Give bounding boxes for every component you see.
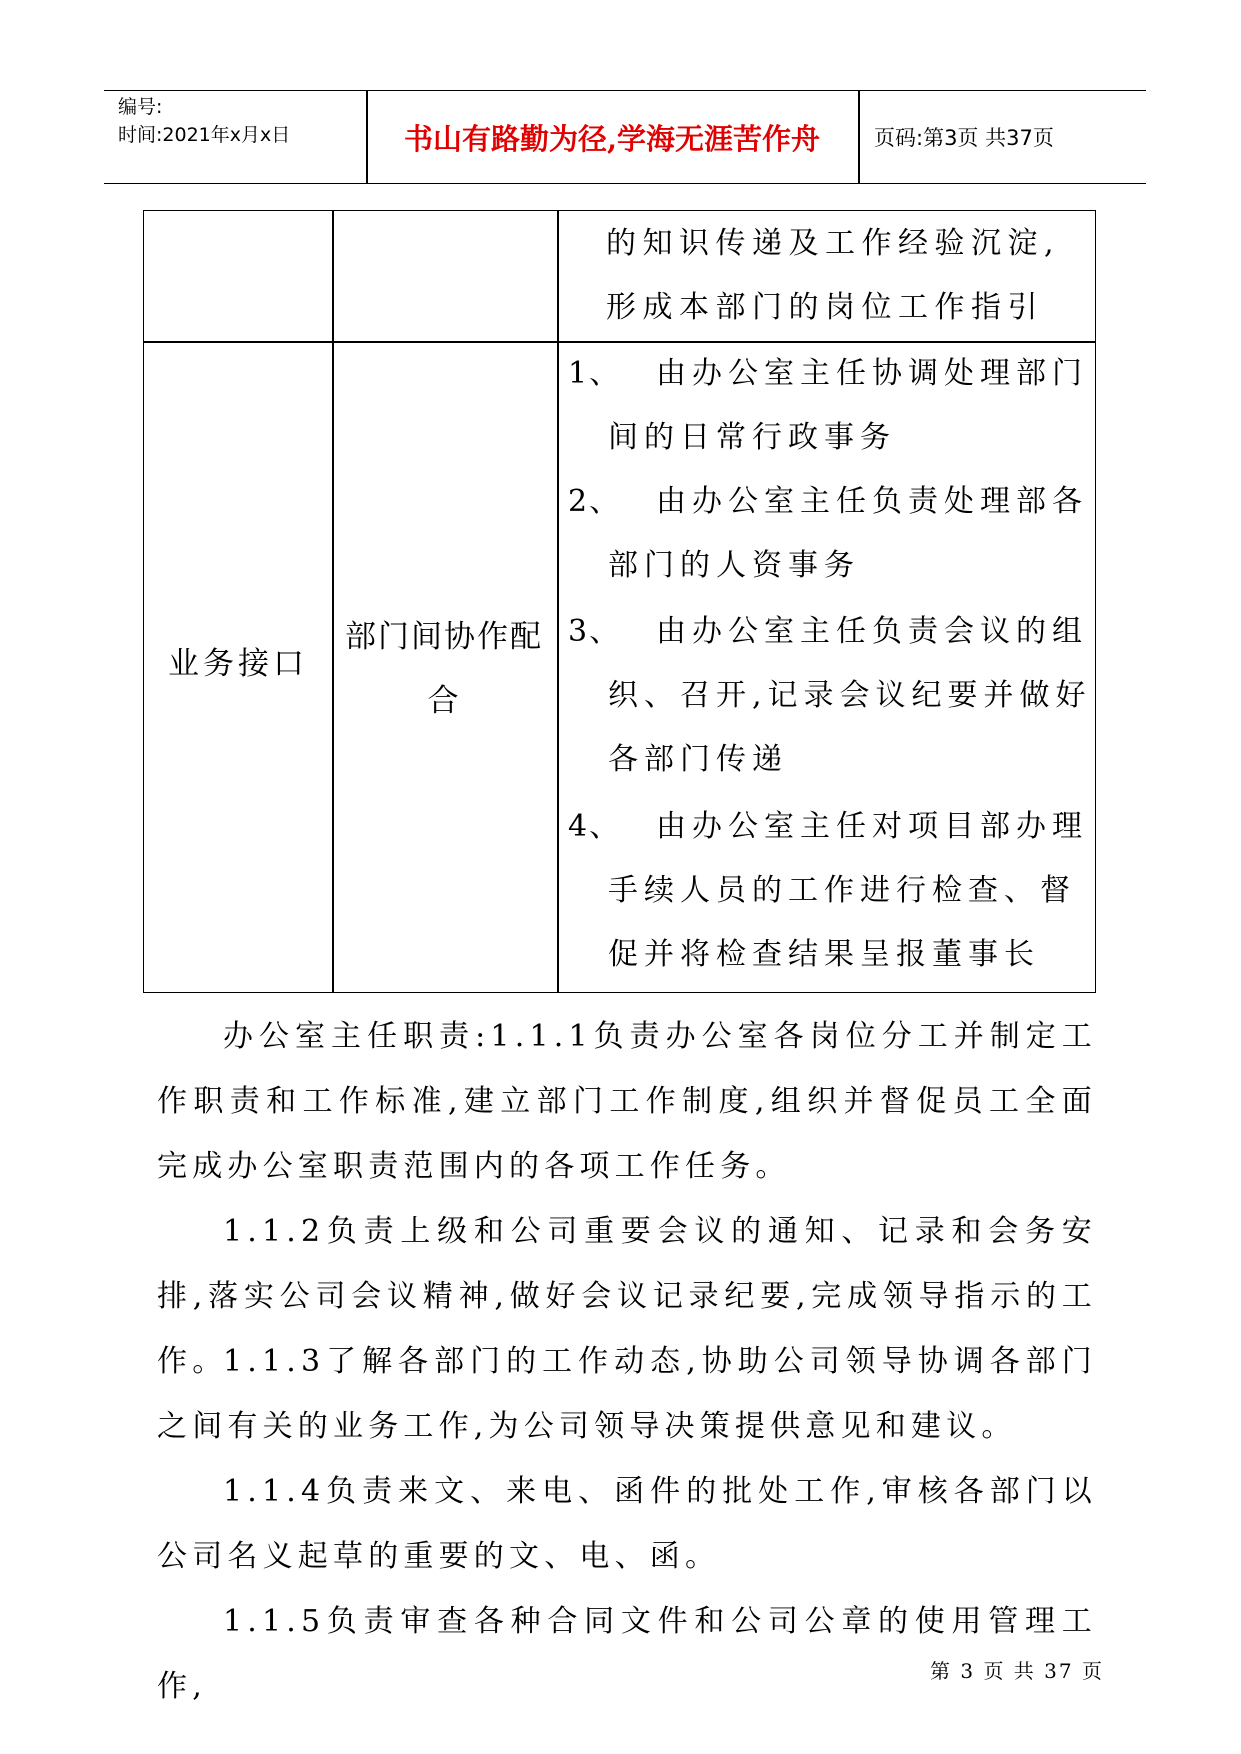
item-number: 2、 [568,484,622,519]
item-number: 4、 [568,809,622,844]
list-item [568,600,1098,792]
page-header [104,90,1146,184]
paragraph: 1.1.4负责来文、来电、函件的批处工作,审核各部门以公司名义起草的重要的文、电、函。 [157,1474,1097,1574]
list-item [568,470,1098,598]
item-text: 由办公室主任负责会议的组 [656,614,1088,649]
paragraph: 办公室主任职责:1.1.1负责办公室各岗位分工并制定工作职责和工作标准,建立部门工作制度,组织并督促员工全面完成办公室职责范围内的各项工作任务。 [157,1019,1097,1184]
item-number: 1、 [568,356,622,391]
item-text: 织、召开,记录会议纪要并做好各部门传递 [608,678,1092,777]
list-item [568,342,1098,470]
header-meta [118,93,290,149]
category-label: 业务接口 [168,646,308,682]
item-text: 由办公室主任对项目部办理 [656,809,1088,844]
paragraph: 1.1.3了解各部门的工作动态,协助公司领导协调各部门之间有关的业务工作,为公司领导决策提供意见和建议。 [157,1344,1097,1444]
paragraph: 1.1.5负责审查各种合同文件和公司公章的使用管理工作, [157,1604,1097,1704]
table-column-line [557,211,559,992]
serial-label: 编号: [118,96,163,118]
table-row1-text: 的知识传递及工作经验沉淀,形成本部门的岗位工作指引 [606,226,1061,325]
item-text: 手续人员的工作进行检查、督促并将检查结果呈报董事长 [608,873,1076,972]
item-text: 部门的人资事务 [608,548,860,583]
item-number: 3、 [568,614,622,649]
subcategory-label: 部门间协作配合 [345,619,543,719]
motto: 书山有路勤为径,学海无涯苦作舟 [403,121,821,156]
item-text: 由办公室主任协调处理部门 [656,356,1088,391]
page-info: 页码:第3页 共37页 [874,126,1054,150]
table-column-line [332,211,334,992]
time-label: 时间:2021年x月x日 [118,124,291,146]
paragraph: 1.1.2负责上级和公司重要会议的通知、记录和会务安排,落实公司会议精神,做好会议记录纪要,完成领导指示的工作。 [157,1214,1097,1379]
page-footer: 第 3 页 共 37 页 [930,1659,1104,1683]
item-text: 由办公室主任负责处理部各 [656,484,1088,519]
item-text: 间的日常行政事务 [608,420,896,455]
list-item [568,795,1098,987]
header-divider [858,91,860,183]
